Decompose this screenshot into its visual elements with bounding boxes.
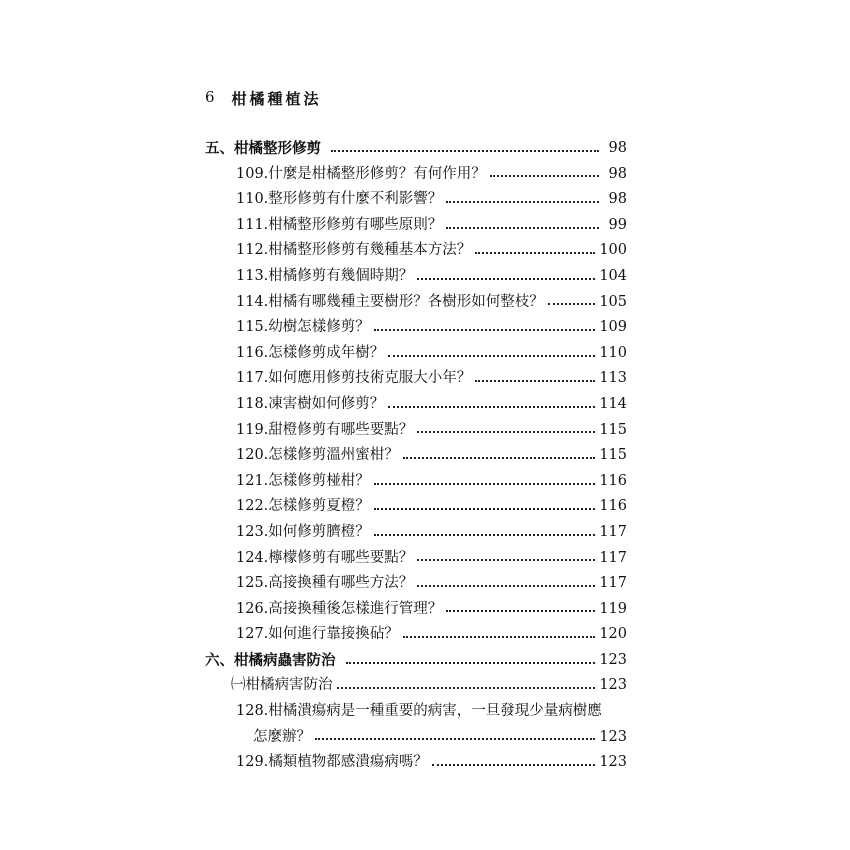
dot-leader bbox=[374, 534, 596, 536]
dot-leader bbox=[446, 227, 599, 229]
toc-entry-label: 110.整形修剪有什麼不利影響？ bbox=[236, 191, 443, 208]
toc-entry-row bbox=[205, 443, 627, 469]
toc-entry-label: ㈠柑橘病害防治 bbox=[231, 677, 333, 694]
toc-entry-label: 116.怎樣修剪成年樹？ bbox=[236, 344, 385, 361]
toc-entry-row bbox=[205, 213, 627, 239]
toc-entry-row bbox=[205, 750, 627, 776]
toc-entry-row bbox=[205, 725, 627, 751]
toc-entry-row bbox=[205, 418, 627, 444]
toc-entry-label: 118.凍害樹如何修剪？ bbox=[236, 395, 385, 412]
toc-page-number: 117 bbox=[599, 575, 627, 592]
toc-entry-row bbox=[205, 597, 627, 623]
toc-page-number: 123 bbox=[599, 754, 627, 771]
toc-entry-row bbox=[205, 392, 627, 418]
dot-leader bbox=[475, 380, 595, 382]
toc-entry-row bbox=[205, 162, 627, 188]
dot-leader bbox=[331, 150, 599, 152]
toc-page-number: 120 bbox=[599, 626, 627, 643]
toc-entry-row bbox=[205, 187, 627, 213]
toc-page-number: 114 bbox=[599, 395, 627, 412]
toc-page-number: 123 bbox=[599, 677, 627, 694]
toc-entry-row bbox=[205, 622, 627, 648]
toc-entry-label: 128.柑橘潰瘍病是一種重要的病害，一旦發現少量病樹應 bbox=[236, 703, 602, 720]
dot-leader bbox=[315, 738, 595, 740]
toc-entry-label: 怎麼辦？ bbox=[253, 728, 311, 745]
toc-entry-label: 122.怎樣修剪夏橙？ bbox=[236, 498, 370, 515]
toc-page-number: 117 bbox=[599, 523, 627, 540]
toc-entry-row bbox=[205, 315, 627, 341]
toc-page-number: 115 bbox=[599, 421, 627, 438]
page-number: 6 bbox=[205, 88, 216, 106]
toc-entry-label: 129.橘類植物都感潰瘍病嗎？ bbox=[236, 754, 428, 771]
toc-page-number: 116 bbox=[599, 472, 627, 489]
toc-page-number: 98 bbox=[608, 165, 627, 182]
dot-leader bbox=[374, 508, 596, 510]
toc-entry-label: 119.甜橙修剪有哪些要點？ bbox=[236, 421, 414, 438]
toc-page-number: 110 bbox=[599, 344, 627, 361]
toc-entry-label: 114.柑橘有哪幾種主要樹形？各樹形如何整枝？ bbox=[236, 293, 544, 310]
toc-page-number: 99 bbox=[608, 216, 627, 233]
toc-entry-row bbox=[205, 673, 627, 699]
toc-entry-row bbox=[205, 571, 627, 597]
toc-entry-row bbox=[205, 494, 627, 520]
toc-entry-label: 115.幼樹怎樣修剪？ bbox=[236, 319, 370, 336]
toc-page-number: 115 bbox=[599, 447, 627, 464]
toc-entry-row bbox=[205, 238, 627, 264]
running-title: 柑橘種植法 bbox=[231, 90, 322, 108]
toc-section-row bbox=[205, 648, 627, 674]
dot-leader bbox=[446, 610, 595, 612]
toc-entry-row bbox=[205, 290, 627, 316]
toc-page-number: 116 bbox=[599, 498, 627, 515]
toc-entry-label: 六、柑橘病蟲害防治 bbox=[205, 651, 336, 669]
toc-entry-label: 125.高接換種有哪些方法？ bbox=[236, 575, 414, 592]
dot-leader bbox=[417, 278, 595, 280]
dot-leader bbox=[417, 559, 595, 561]
dot-leader bbox=[374, 329, 596, 331]
toc-page-number: 98 bbox=[608, 140, 627, 156]
toc-entry-label: 124.檸檬修剪有哪些要點？ bbox=[236, 549, 414, 566]
toc-entry-label: 109.什麼是柑橘整形修剪？有何作用？ bbox=[236, 165, 486, 182]
toc-entry-row bbox=[205, 366, 627, 392]
toc-page-number: 109 bbox=[599, 319, 627, 336]
toc-entry-label: 127.如何進行靠接換砧？ bbox=[236, 626, 399, 643]
dot-leader bbox=[388, 355, 595, 357]
dot-leader bbox=[374, 483, 596, 485]
toc-entry-row bbox=[205, 699, 627, 725]
dot-leader bbox=[403, 457, 596, 459]
toc-page-number: 98 bbox=[608, 191, 627, 208]
toc-entry-row bbox=[205, 546, 627, 572]
dot-leader bbox=[446, 201, 599, 203]
table-of-contents bbox=[205, 136, 627, 776]
toc-entry-label: 112.柑橘整形修剪有幾種基本方法？ bbox=[236, 242, 472, 259]
toc-entry-label: 五、柑橘整形修剪 bbox=[205, 140, 321, 157]
toc-page-number: 104 bbox=[599, 267, 627, 284]
dot-leader bbox=[548, 303, 596, 305]
toc-entry-row bbox=[205, 520, 627, 546]
toc-entry-label: 117.如何應用修剪技術克服大小年？ bbox=[236, 370, 472, 387]
toc-entry-row bbox=[205, 469, 627, 495]
toc-page-number: 100 bbox=[599, 242, 627, 259]
toc-page-number: 105 bbox=[599, 293, 627, 310]
toc-entry-label: 111.柑橘整形修剪有哪些原則？ bbox=[236, 216, 443, 233]
dot-leader bbox=[388, 406, 595, 408]
toc-entry-label: 126.高接換種後怎樣進行管理？ bbox=[236, 600, 443, 617]
dot-leader bbox=[475, 252, 595, 254]
dot-leader bbox=[403, 636, 596, 638]
toc-page-number: 123 bbox=[599, 651, 627, 668]
dot-leader bbox=[490, 175, 599, 177]
toc-entry-label: 113.柑橘修剪有幾個時期？ bbox=[236, 267, 414, 284]
toc-entry-row bbox=[205, 264, 627, 290]
toc-section-row bbox=[205, 136, 627, 162]
toc-entry-row bbox=[205, 341, 627, 367]
dot-leader bbox=[417, 585, 595, 587]
dot-leader bbox=[337, 687, 596, 689]
toc-entry-label: 120.怎樣修剪溫州蜜柑？ bbox=[236, 447, 399, 464]
toc-page-number: 113 bbox=[599, 370, 627, 387]
toc-entry-label: 123.如何修剪臍橙？ bbox=[236, 523, 370, 540]
dot-leader bbox=[346, 662, 596, 664]
toc-page-number: 123 bbox=[599, 728, 627, 745]
dot-leader bbox=[417, 431, 595, 433]
toc-page-number: 119 bbox=[599, 600, 627, 617]
page-header bbox=[205, 88, 322, 109]
toc-page-number: 117 bbox=[599, 549, 627, 566]
toc-entry-label: 121.怎樣修剪椪柑？ bbox=[236, 472, 370, 489]
dot-leader bbox=[432, 764, 596, 766]
